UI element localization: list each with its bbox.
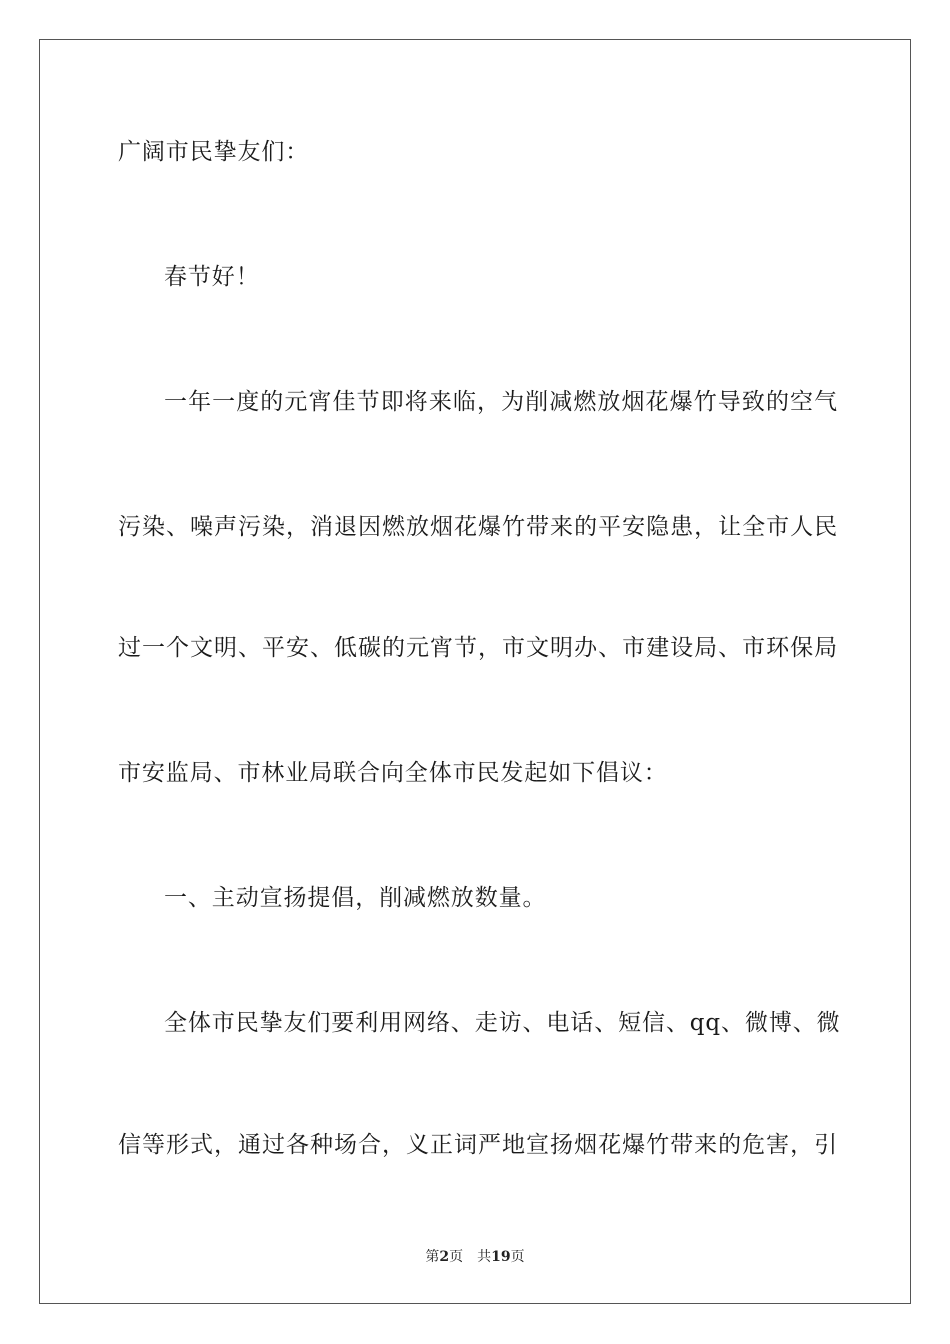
page-number-suffix: 页	[449, 1249, 464, 1265]
page-number-current: 2	[439, 1249, 450, 1265]
salutation: 广阔市民挚友们：	[118, 139, 310, 165]
body-line-5: 全体市民挚友们要利用网络、走访、电话、短信、qq、微博、微	[164, 1010, 841, 1036]
page-total: 19	[491, 1249, 511, 1265]
page-footer	[0, 1247, 950, 1267]
section-heading: 一、主动宣扬提倡，削减燃放数量。	[164, 885, 547, 911]
body-line-4: 市安监局、市林业局联合向全体市民发起如下倡议：	[118, 760, 668, 786]
page-total-suffix: 页	[510, 1249, 525, 1265]
body-line-3: 过一个文明、平安、低碳的元宵节，市文明办、市建设局、市环保局	[118, 635, 838, 661]
body-line-6: 信等形式，通过各种场合，义正词严地宣扬烟花爆竹带来的危害，引	[118, 1132, 838, 1158]
page-total-prefix: 共	[477, 1249, 492, 1265]
page-number-prefix: 第	[425, 1249, 440, 1265]
body-line-1: 一年一度的元宵佳节即将来临，为削减燃放烟花爆竹导致的空气	[164, 389, 838, 415]
page-border	[39, 39, 911, 1304]
body-line-2: 污染、噪声污染，消退因燃放烟花爆竹带来的平安隐患，让全市人民	[118, 514, 838, 540]
greeting: 春节好！	[164, 264, 260, 290]
